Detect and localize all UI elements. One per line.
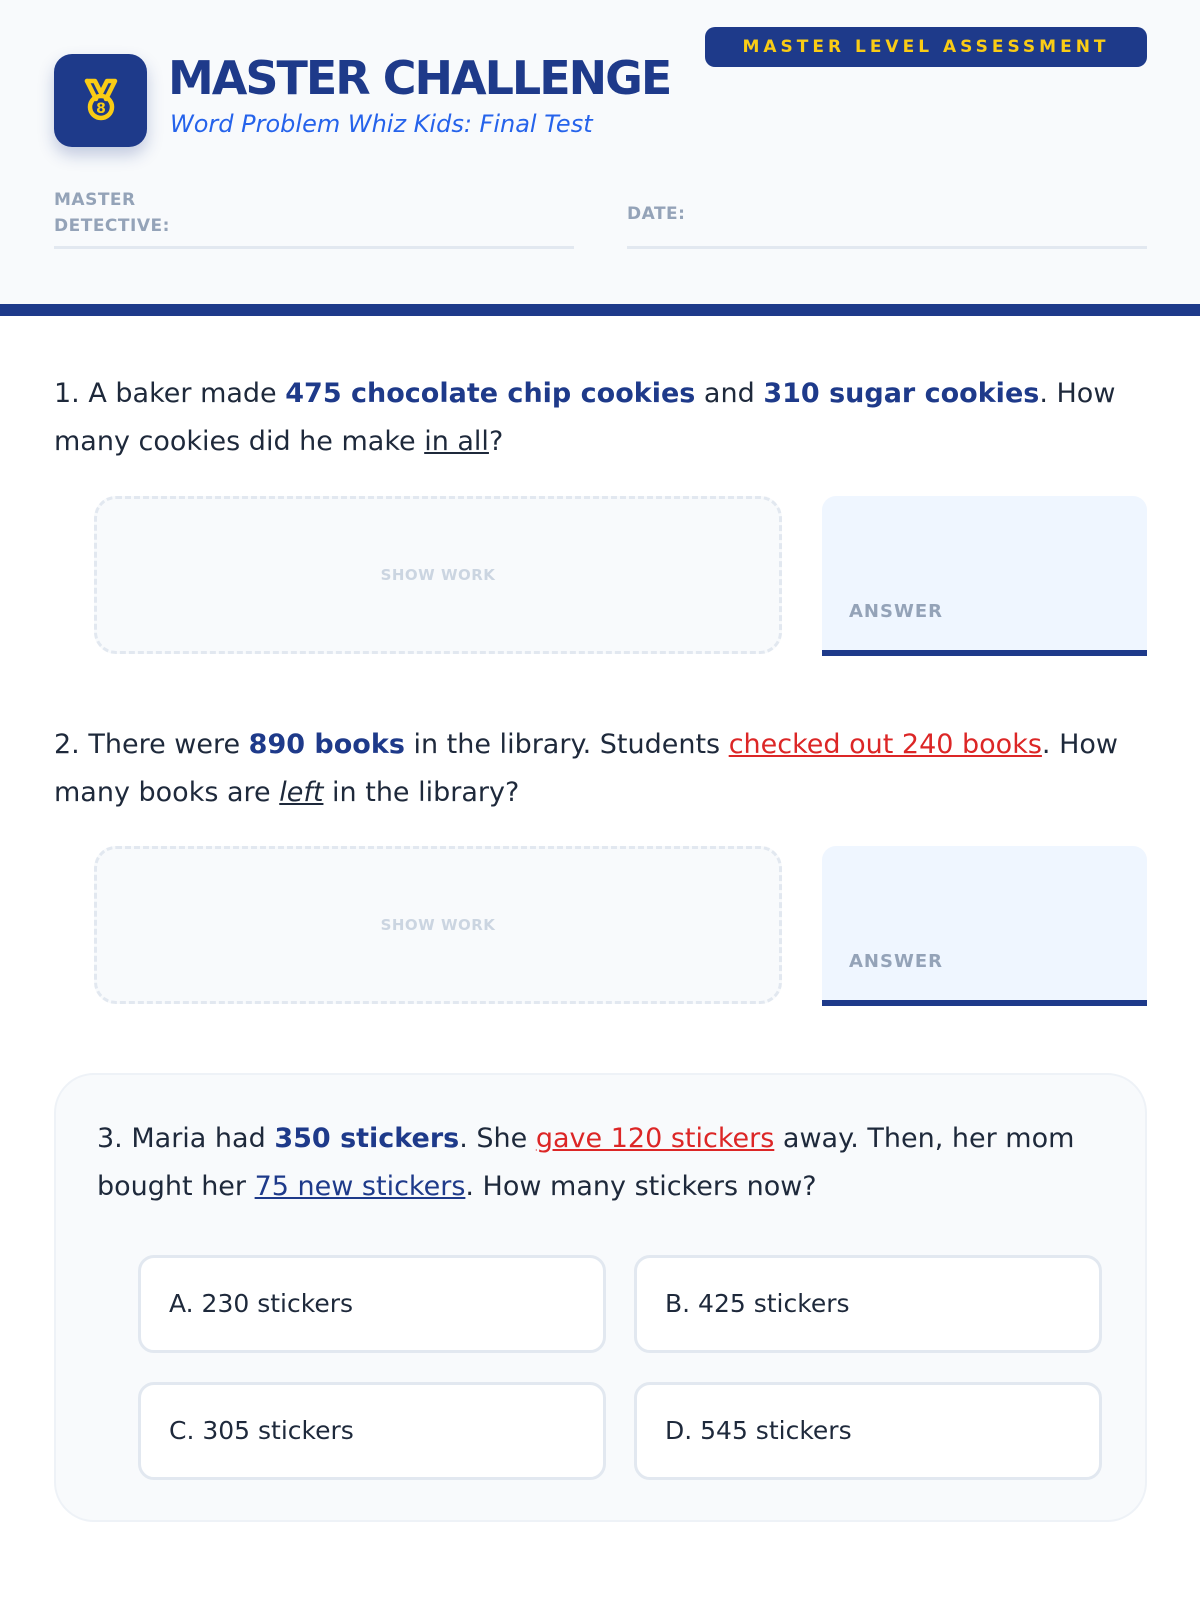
question-number: 2. [54,729,80,760]
svg-text:8: 8 [95,100,106,117]
header-divider [0,304,1200,316]
answer-label: ANSWER [849,951,943,972]
question-text: and [695,378,764,409]
show-work-box[interactable] [94,496,782,654]
key-action: 75 new stickers [254,1171,466,1202]
key-quantity: 890 books [248,729,405,760]
key-action: gave 120 stickers [535,1123,775,1154]
option-b[interactable]: B. 425 stickers [634,1255,1102,1353]
question-number: 3. [97,1123,123,1154]
show-work-label: SHOW WORK [380,916,496,934]
question-text: Maria had [131,1123,275,1154]
header [0,0,1200,304]
question-1 [54,370,1154,466]
question-text: . How many books are [54,729,1118,808]
keyword: left [279,777,324,808]
question-text: There were [88,729,249,760]
question-text: in the library. Students [404,729,729,760]
answer-box[interactable] [822,496,1147,656]
answer-box[interactable] [822,846,1147,1006]
key-quantity: 350 stickers [274,1123,460,1154]
name-label: MASTER DETECTIVE: [54,190,170,236]
question-text: away. Then, her mom bought her [97,1123,1075,1202]
option-a[interactable]: A. 230 stickers [138,1255,606,1353]
keyword: in all [424,426,489,457]
page-title: MASTER CHALLENGE [168,51,671,105]
level-badge: MASTER LEVEL ASSESSMENT [705,27,1147,67]
key-quantity: 475 chocolate chip cookies [285,378,696,409]
question-number: 1. [54,378,80,409]
show-work-box[interactable] [94,846,782,1004]
date-field[interactable] [627,246,1147,249]
question-text: . How many cookies did he make [54,378,1116,457]
key-quantity: 310 sugar cookies [763,378,1040,409]
option-d[interactable]: D. 545 stickers [634,1382,1102,1480]
question-text: ? [488,426,504,457]
medal-icon [75,73,127,129]
show-work-label: SHOW WORK [380,566,496,584]
question-text: in the library? [323,777,520,808]
page-subtitle: Word Problem Whiz Kids: Final Test [170,110,593,138]
question-3 [97,1115,1117,1211]
option-c[interactable]: C. 305 stickers [138,1382,606,1480]
date-label: DATE: [627,204,686,224]
name-field[interactable] [54,246,574,249]
question-text: . How many stickers now? [465,1171,817,1202]
question-text: . She [459,1123,536,1154]
logo [54,54,147,147]
question-text: A baker made [88,378,286,409]
question-2 [54,721,1154,817]
key-action: checked out 240 books [728,729,1042,760]
answer-label: ANSWER [849,601,943,622]
